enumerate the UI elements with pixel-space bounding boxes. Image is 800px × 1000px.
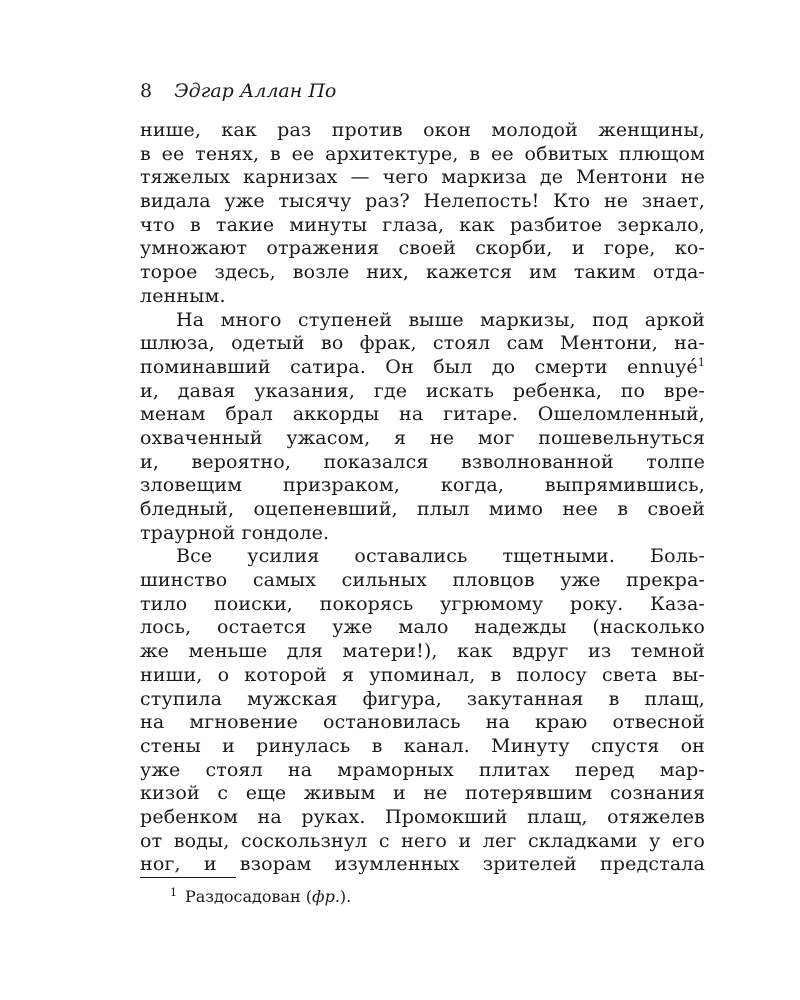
text-line: бледный, оцепеневший, плыл мимо нее в своей	[140, 498, 705, 520]
footnote-marker: 1	[697, 355, 705, 369]
text-line: ленным.	[140, 284, 226, 307]
footnote-closing: ).	[339, 887, 352, 906]
text-line: и, вероятно, показался взволнованной толпе	[140, 450, 705, 473]
text-line: зловещим призраком, когда, выпрямившись,	[140, 474, 705, 497]
text-line: стены и ринулась в канал. Минуту спустя он	[140, 734, 705, 757]
footnote-divider	[140, 877, 236, 878]
text-line: на мгновение остановилась на краю отвесной	[140, 711, 705, 734]
running-head	[140, 80, 336, 102]
text-line: уже стоял на мраморных плитах перед мар-	[140, 758, 705, 781]
text-line: что в такие минуты глаза, как разбитое зеркало,	[140, 213, 705, 236]
page-number: 8	[140, 80, 153, 102]
text-line: охваченный ужасом, я не мог пошевельнуться	[140, 426, 705, 449]
footnote-text: Раздосадован (	[185, 887, 313, 906]
text-line: от воды, соскользнул с него и лег складками у его	[140, 829, 705, 852]
text-line: ниши, о которой я упоминал, в полосу света вы-	[140, 663, 705, 686]
text-line: кизой с еще живым и не потерявшим сознания	[140, 782, 705, 805]
text-line: менам брал аккорды на гитаре. Ошеломленный,	[140, 403, 705, 426]
text-line-content: поминавший сатира. Он был до смерти ennuyé	[140, 355, 698, 378]
body-text	[140, 119, 705, 877]
text-line: видала уже тысячу раз? Нелепость! Кто не знает,	[140, 190, 705, 213]
footnote-language-abbr: фр.	[312, 887, 340, 906]
text-line: Все усилия оставались тщетными. Боль-	[176, 545, 705, 568]
text-line: На много ступеней выше маркизы, под аркой	[176, 308, 705, 331]
footnote	[170, 883, 351, 907]
text-line: траурной гондоле.	[140, 521, 330, 544]
text-line: ребенком на руках. Промокший плащ, отяжелев	[140, 805, 705, 828]
footnote-number: 1	[170, 886, 177, 899]
text-line: нише, как раз против окон молодой женщины,	[140, 119, 705, 141]
text-line-with-footnote	[140, 356, 705, 380]
text-line: ступила мужская фигура, закутанная в плащ,	[140, 687, 705, 710]
text-line: умножают отражения своей скорби, и горе, ко-	[140, 237, 705, 260]
text-line: лось, остается уже мало надежды (насколько	[140, 616, 705, 639]
text-line: тило поиски, покорясь угрюмому року. Каза-	[140, 592, 705, 615]
text-line: шинство самых сильных пловцов уже прекра-	[140, 569, 705, 592]
text-line: торое здесь, возле них, кажется им таким отда-	[140, 261, 705, 284]
text-line: ног, и взорам изумленных зрителей предстала	[140, 853, 705, 876]
running-head-author: Эдгар Аллан По	[174, 80, 337, 102]
text-line: тяжелых карнизах — чего маркиза де Ментони не	[140, 166, 705, 189]
text-line: и, давая указания, где искать ребенка, по вре-	[140, 379, 705, 402]
text-line: в ее тенях, в ее архитектуре, в ее обвитых плющом	[140, 142, 705, 165]
text-line: же меньше для матери!), как вдруг из темной	[140, 640, 705, 663]
text-line: шлюза, одетый во фрак, стоял сам Ментони, на-	[140, 332, 705, 355]
